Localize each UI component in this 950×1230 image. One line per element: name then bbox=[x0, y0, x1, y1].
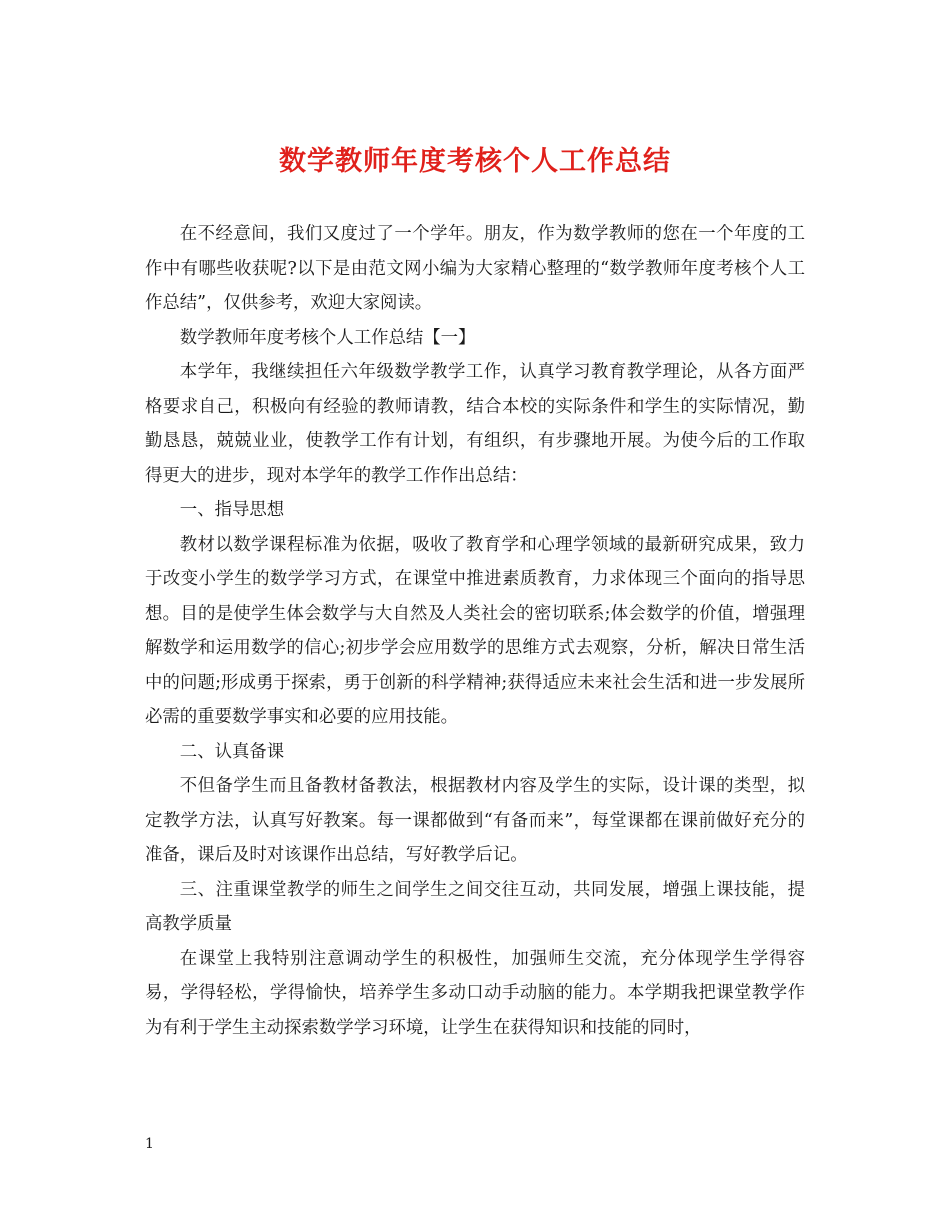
document-title: 数学教师年度考核个人工作总结 bbox=[279, 146, 671, 177]
section-heading-part-one: 数学教师年度考核个人工作总结【一】 bbox=[179, 327, 476, 348]
paragraph-overview: 本学年，我继续担任六年级数学教学工作，认真学习教育教学理论，从各方面严格要求自己，积极向有经验的教师请教，结合本校的实际条件和学生的实际情况，勤勤恳恳，兢兢业业，使教学工作有计划，有组织，有步骤地开展。为使今后的工作取得更大的进步，现对本学年的教学工作作出总结： bbox=[145, 362, 805, 486]
section-heading-lesson-preparation: 二、认真备课 bbox=[179, 741, 285, 762]
paragraph-guiding-ideology: 教材以数学课程标准为依据，吸收了教育学和心理学领域的最新研究成果，致力于改变小学生的数学学习方式，在课堂中推进素质教育，力求体现三个面向的指导思想。目的是使学生体会数学与大自然及人类社会的密切联系;体会数学的价值，增强理解数学和运用数学的信心;初步学会应用数学的思维方式去观察，分析，解决日常生活中的问题;形成勇于探索，勇于创新的科学精神;获得适应未来社会生活和进一步发展所必需的重要数学事实和必要的应用技能。 bbox=[145, 534, 805, 727]
document-body bbox=[145, 217, 805, 1045]
section-heading-guiding-ideology: 一、指导思想 bbox=[179, 500, 285, 520]
page-number: 1 bbox=[145, 1136, 154, 1152]
paragraph-classroom-teaching: 在课堂上我特别注意调动学生的积极性，加强师生交流，充分体现学生学得容易，学得轻松，学得愉快，培养学生多动口动手动脑的能力。本学期我把课堂教学作为有利于学生主动探索数学学习环境，让学生在获得知识和技能的同时， bbox=[145, 948, 805, 1038]
paragraph-intro: 在不经意间，我们又度过了一个学年。朋友，作为数学教师的您在一个年度的工作中有哪些收获呢?以下是由范文网小编为大家精心整理的“数学教师年度考核个人工作总结”，仅供参考，欢迎大家阅读。 bbox=[145, 224, 805, 313]
paragraph-lesson-preparation: 不但备学生而且备教材备教法，根据教材内容及学生的实际，设计课的类型，拟定教学方法，认真写好教案。每一课都做到“有备而来”，每堂课都在课前做好充分的准备，课后及时对该课作出总结，写好教学后记。 bbox=[145, 776, 805, 865]
section-heading-classroom-teaching: 三、注重课堂教学的师生之间学生之间交往互动，共同发展，增强上课技能，提高教学质量 bbox=[145, 879, 805, 934]
